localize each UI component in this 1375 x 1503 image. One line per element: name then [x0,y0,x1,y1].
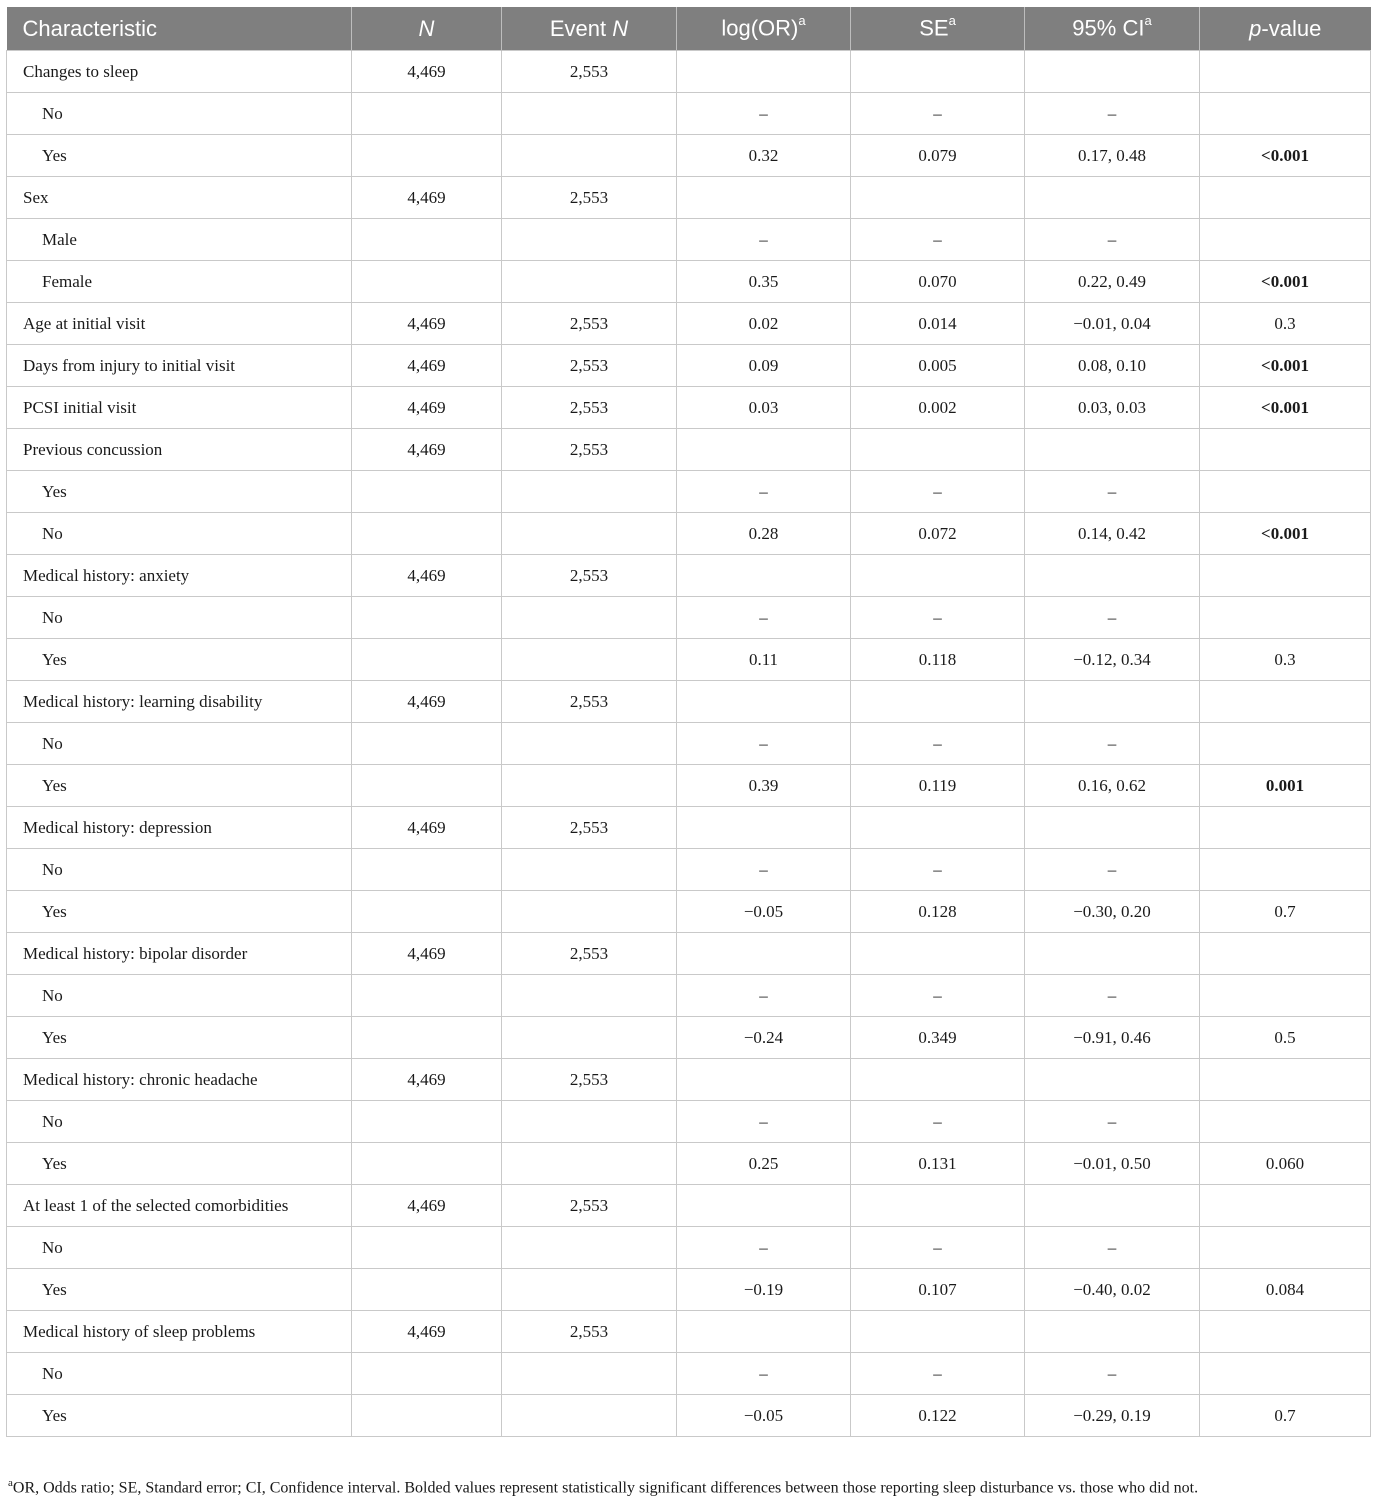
cell-n: 4,469 [352,1185,502,1227]
cell-se [851,1185,1025,1227]
cell-se: – [851,1227,1025,1269]
cell-logor [677,555,851,597]
table-row [7,261,1371,303]
header-logor [677,7,851,51]
cell-p-value: <0.001 [1200,345,1371,387]
cell-se: 0.122 [851,1395,1025,1437]
table-row [7,135,1371,177]
cell-se [851,681,1025,723]
header-characteristic: Characteristic [7,7,352,51]
cell-p-value [1200,975,1371,1017]
cell-logor: 0.02 [677,303,851,345]
cell-n: 4,469 [352,681,502,723]
cell-ci: – [1025,723,1200,765]
cell-n: 4,469 [352,1311,502,1353]
cell-n [352,765,502,807]
table-row [7,471,1371,513]
cell-se [851,429,1025,471]
header-row [7,7,1371,51]
footnote-text: OR, Odds ratio; SE, Standard error; CI, Confidence interval. Bolded values represent statistically significant differences between those reporting sleep disturbance vs. those who did not. [12,1479,1199,1497]
cell-characteristic: Yes [7,1143,352,1185]
cell-event-n [502,1143,677,1185]
cell-characteristic: No [7,1101,352,1143]
cell-p-value [1200,849,1371,891]
table-row [7,1311,1371,1353]
cell-n: 4,469 [352,177,502,219]
table-row [7,303,1371,345]
cell-p-value: 0.3 [1200,303,1371,345]
cell-se: 0.005 [851,345,1025,387]
cell-characteristic: No [7,1227,352,1269]
cell-p-value [1200,1353,1371,1395]
cell-characteristic: Medical history: learning disability [7,681,352,723]
cell-p-value [1200,1227,1371,1269]
footnote-sup: a [8,1477,13,1489]
cell-characteristic: Medical history: bipolar disorder [7,933,352,975]
cell-event-n [502,1227,677,1269]
cell-characteristic: Yes [7,639,352,681]
cell-characteristic: Yes [7,1017,352,1059]
cell-event-n: 2,553 [502,345,677,387]
table-row [7,555,1371,597]
cell-characteristic: At least 1 of the selected comorbidities [7,1185,352,1227]
cell-ci [1025,177,1200,219]
cell-event-n: 2,553 [502,1059,677,1101]
cell-logor: −0.24 [677,1017,851,1059]
cell-characteristic: Days from injury to initial visit [7,345,352,387]
cell-p-value [1200,51,1371,93]
cell-characteristic: Yes [7,891,352,933]
cell-logor: – [677,219,851,261]
cell-ci: – [1025,93,1200,135]
cell-event-n [502,1101,677,1143]
cell-n [352,639,502,681]
cell-ci: 0.14, 0.42 [1025,513,1200,555]
cell-se: 0.349 [851,1017,1025,1059]
cell-event-n [502,849,677,891]
table-row [7,723,1371,765]
cell-se: – [851,975,1025,1017]
header-event-n [502,7,677,51]
cell-characteristic: Medical history: depression [7,807,352,849]
cell-p-value [1200,933,1371,975]
cell-p-value [1200,597,1371,639]
cell-ci: – [1025,1101,1200,1143]
cell-logor: −0.19 [677,1269,851,1311]
cell-ci: −0.30, 0.20 [1025,891,1200,933]
cell-logor: 0.39 [677,765,851,807]
cell-event-n [502,639,677,681]
cell-n [352,1101,502,1143]
cell-se [851,933,1025,975]
cell-logor [677,807,851,849]
cell-ci: – [1025,1353,1200,1395]
cell-event-n: 2,553 [502,933,677,975]
cell-n [352,1395,502,1437]
table-row [7,1269,1371,1311]
cell-n: 4,469 [352,303,502,345]
cell-event-n: 2,553 [502,303,677,345]
table-row [7,51,1371,93]
table-row [7,387,1371,429]
cell-p-value [1200,1311,1371,1353]
cell-n [352,513,502,555]
cell-event-n: 2,553 [502,51,677,93]
cell-ci: −0.12, 0.34 [1025,639,1200,681]
cell-characteristic: Yes [7,1395,352,1437]
cell-ci: −0.29, 0.19 [1025,1395,1200,1437]
table-footnote [8,1477,1368,1497]
cell-se: – [851,597,1025,639]
cell-se: 0.002 [851,387,1025,429]
cell-logor: 0.03 [677,387,851,429]
table-row [7,1059,1371,1101]
table-row [7,765,1371,807]
cell-ci: – [1025,471,1200,513]
table-row [7,1395,1371,1437]
cell-p-value [1200,555,1371,597]
cell-p-value [1200,471,1371,513]
cell-se: 0.119 [851,765,1025,807]
cell-event-n [502,975,677,1017]
cell-ci: −0.01, 0.50 [1025,1143,1200,1185]
cell-p-value [1200,807,1371,849]
cell-ci: −0.01, 0.04 [1025,303,1200,345]
cell-se: 0.107 [851,1269,1025,1311]
cell-p-value [1200,1059,1371,1101]
header-p-value [1200,7,1371,51]
cell-event-n [502,513,677,555]
cell-event-n [502,891,677,933]
table-row [7,93,1371,135]
cell-p-value: <0.001 [1200,135,1371,177]
cell-p-value [1200,681,1371,723]
cell-se: 0.128 [851,891,1025,933]
cell-p-value: 0.7 [1200,891,1371,933]
table-row [7,1101,1371,1143]
cell-logor: – [677,471,851,513]
cell-ci [1025,1059,1200,1101]
cell-logor: 0.32 [677,135,851,177]
cell-se: 0.014 [851,303,1025,345]
cell-event-n: 2,553 [502,1311,677,1353]
cell-event-n: 2,553 [502,429,677,471]
header-logor-label: log(OR) [721,15,799,41]
cell-characteristic: Sex [7,177,352,219]
table-row [7,513,1371,555]
cell-ci [1025,1185,1200,1227]
cell-se [851,1059,1025,1101]
header-n [352,7,502,51]
cell-event-n [502,1395,677,1437]
cell-p-value: 0.7 [1200,1395,1371,1437]
table-row [7,1353,1371,1395]
cell-ci [1025,555,1200,597]
cell-logor: – [677,1101,851,1143]
cell-ci: – [1025,597,1200,639]
cell-n [352,219,502,261]
cell-logor: 0.11 [677,639,851,681]
cell-ci: 0.22, 0.49 [1025,261,1200,303]
cell-n [352,1269,502,1311]
cell-logor: – [677,597,851,639]
table-row [7,975,1371,1017]
table-row [7,1185,1371,1227]
cell-p-value [1200,177,1371,219]
cell-logor: – [677,849,851,891]
cell-characteristic: Yes [7,1269,352,1311]
cell-ci: – [1025,1227,1200,1269]
header-se-sup: a [948,13,956,29]
cell-characteristic: No [7,975,352,1017]
cell-n [352,1353,502,1395]
cell-se: 0.131 [851,1143,1025,1185]
cell-n [352,1017,502,1059]
table-row [7,177,1371,219]
cell-characteristic: No [7,513,352,555]
cell-ci: 0.16, 0.62 [1025,765,1200,807]
cell-logor: −0.05 [677,891,851,933]
cell-se: – [851,1101,1025,1143]
cell-ci [1025,1311,1200,1353]
cell-n [352,975,502,1017]
cell-characteristic: Yes [7,471,352,513]
cell-logor: – [677,1227,851,1269]
header-n-label: N [418,15,435,41]
cell-event-n [502,723,677,765]
cell-characteristic: Female [7,261,352,303]
header-ci-sup: a [1144,13,1152,29]
cell-p-value [1200,723,1371,765]
cell-logor [677,1185,851,1227]
cell-event-n [502,597,677,639]
cell-logor: 0.35 [677,261,851,303]
table-row [7,849,1371,891]
table-row [7,639,1371,681]
cell-logor: – [677,975,851,1017]
cell-event-n: 2,553 [502,555,677,597]
cell-se [851,51,1025,93]
cell-se: – [851,723,1025,765]
cell-characteristic: Yes [7,765,352,807]
header-se-label: SE [919,15,949,41]
cell-p-value: <0.001 [1200,261,1371,303]
table-row [7,345,1371,387]
cell-logor: −0.05 [677,1395,851,1437]
cell-logor [677,177,851,219]
cell-n: 4,469 [352,807,502,849]
cell-logor: – [677,93,851,135]
cell-ci [1025,807,1200,849]
header-p-rest: -value [1261,15,1322,41]
table-row [7,681,1371,723]
cell-logor: – [677,1353,851,1395]
cell-logor [677,429,851,471]
table-row [7,219,1371,261]
cell-n: 4,469 [352,1059,502,1101]
cell-n [352,891,502,933]
results-table [6,7,1371,1437]
cell-se [851,1311,1025,1353]
cell-ci [1025,429,1200,471]
cell-n [352,135,502,177]
cell-characteristic: No [7,1353,352,1395]
cell-se: – [851,93,1025,135]
cell-characteristic: Male [7,219,352,261]
cell-event-n [502,1353,677,1395]
cell-characteristic: PCSI initial visit [7,387,352,429]
cell-logor: 0.09 [677,345,851,387]
cell-ci: – [1025,975,1200,1017]
cell-se: – [851,849,1025,891]
cell-n [352,597,502,639]
cell-logor: 0.28 [677,513,851,555]
cell-n [352,261,502,303]
cell-logor [677,681,851,723]
table-row [7,933,1371,975]
table-row [7,1143,1371,1185]
table-row [7,597,1371,639]
cell-n [352,1227,502,1269]
cell-characteristic: Age at initial visit [7,303,352,345]
cell-event-n [502,135,677,177]
table-row [7,891,1371,933]
cell-p-value: <0.001 [1200,513,1371,555]
cell-ci [1025,933,1200,975]
cell-ci: −0.40, 0.02 [1025,1269,1200,1311]
cell-ci: 0.03, 0.03 [1025,387,1200,429]
cell-p-value: <0.001 [1200,387,1371,429]
cell-p-value: 0.5 [1200,1017,1371,1059]
cell-p-value: 0.084 [1200,1269,1371,1311]
cell-se: 0.070 [851,261,1025,303]
cell-event-n [502,471,677,513]
cell-ci: −0.91, 0.46 [1025,1017,1200,1059]
cell-se: – [851,1353,1025,1395]
cell-ci [1025,51,1200,93]
cell-characteristic: Medical history: chronic headache [7,1059,352,1101]
table-row [7,429,1371,471]
cell-event-n [502,1269,677,1311]
cell-p-value [1200,219,1371,261]
table-row [7,807,1371,849]
cell-event-n [502,765,677,807]
cell-se [851,807,1025,849]
cell-n [352,471,502,513]
cell-characteristic: No [7,723,352,765]
table-row [7,1017,1371,1059]
cell-n: 4,469 [352,429,502,471]
cell-p-value: 0.060 [1200,1143,1371,1185]
cell-event-n [502,93,677,135]
header-se [851,7,1025,51]
cell-ci: 0.17, 0.48 [1025,135,1200,177]
cell-p-value [1200,93,1371,135]
cell-characteristic: Yes [7,135,352,177]
table-body [7,51,1371,1437]
cell-se: – [851,219,1025,261]
cell-n: 4,469 [352,387,502,429]
cell-event-n [502,219,677,261]
table-row [7,1227,1371,1269]
cell-event-n: 2,553 [502,387,677,429]
cell-event-n: 2,553 [502,1185,677,1227]
cell-p-value [1200,429,1371,471]
cell-characteristic: Previous concussion [7,429,352,471]
cell-n: 4,469 [352,345,502,387]
cell-characteristic: Changes to sleep [7,51,352,93]
cell-se: 0.118 [851,639,1025,681]
cell-logor [677,1311,851,1353]
cell-characteristic: No [7,849,352,891]
header-logor-sup: a [798,13,806,29]
cell-ci: 0.08, 0.10 [1025,345,1200,387]
cell-p-value [1200,1101,1371,1143]
cell-se: 0.072 [851,513,1025,555]
cell-logor [677,933,851,975]
cell-p-value: 0.001 [1200,765,1371,807]
cell-event-n [502,261,677,303]
cell-characteristic: Medical history: anxiety [7,555,352,597]
cell-se [851,555,1025,597]
cell-event-n: 2,553 [502,177,677,219]
cell-characteristic: No [7,93,352,135]
cell-logor [677,51,851,93]
cell-n: 4,469 [352,51,502,93]
header-p-italic: p [1249,15,1262,41]
cell-n: 4,469 [352,933,502,975]
cell-n [352,1143,502,1185]
header-event-prefix: Event [549,15,607,41]
cell-event-n: 2,553 [502,681,677,723]
cell-n [352,849,502,891]
header-ci [1025,7,1200,51]
cell-p-value: 0.3 [1200,639,1371,681]
cell-se: – [851,471,1025,513]
cell-se: 0.079 [851,135,1025,177]
cell-characteristic: Medical history of sleep problems [7,1311,352,1353]
cell-event-n [502,1017,677,1059]
results-table-container [6,7,1370,1437]
cell-se [851,177,1025,219]
cell-logor [677,1059,851,1101]
cell-ci: – [1025,849,1200,891]
cell-event-n: 2,553 [502,807,677,849]
cell-p-value [1200,1185,1371,1227]
cell-characteristic: No [7,597,352,639]
cell-n [352,723,502,765]
header-ci-label: 95% CI [1072,15,1145,41]
cell-ci [1025,681,1200,723]
cell-logor: 0.25 [677,1143,851,1185]
cell-n: 4,469 [352,555,502,597]
header-event-n-label: N [612,15,629,41]
cell-logor: – [677,723,851,765]
cell-n [352,93,502,135]
cell-ci: – [1025,219,1200,261]
